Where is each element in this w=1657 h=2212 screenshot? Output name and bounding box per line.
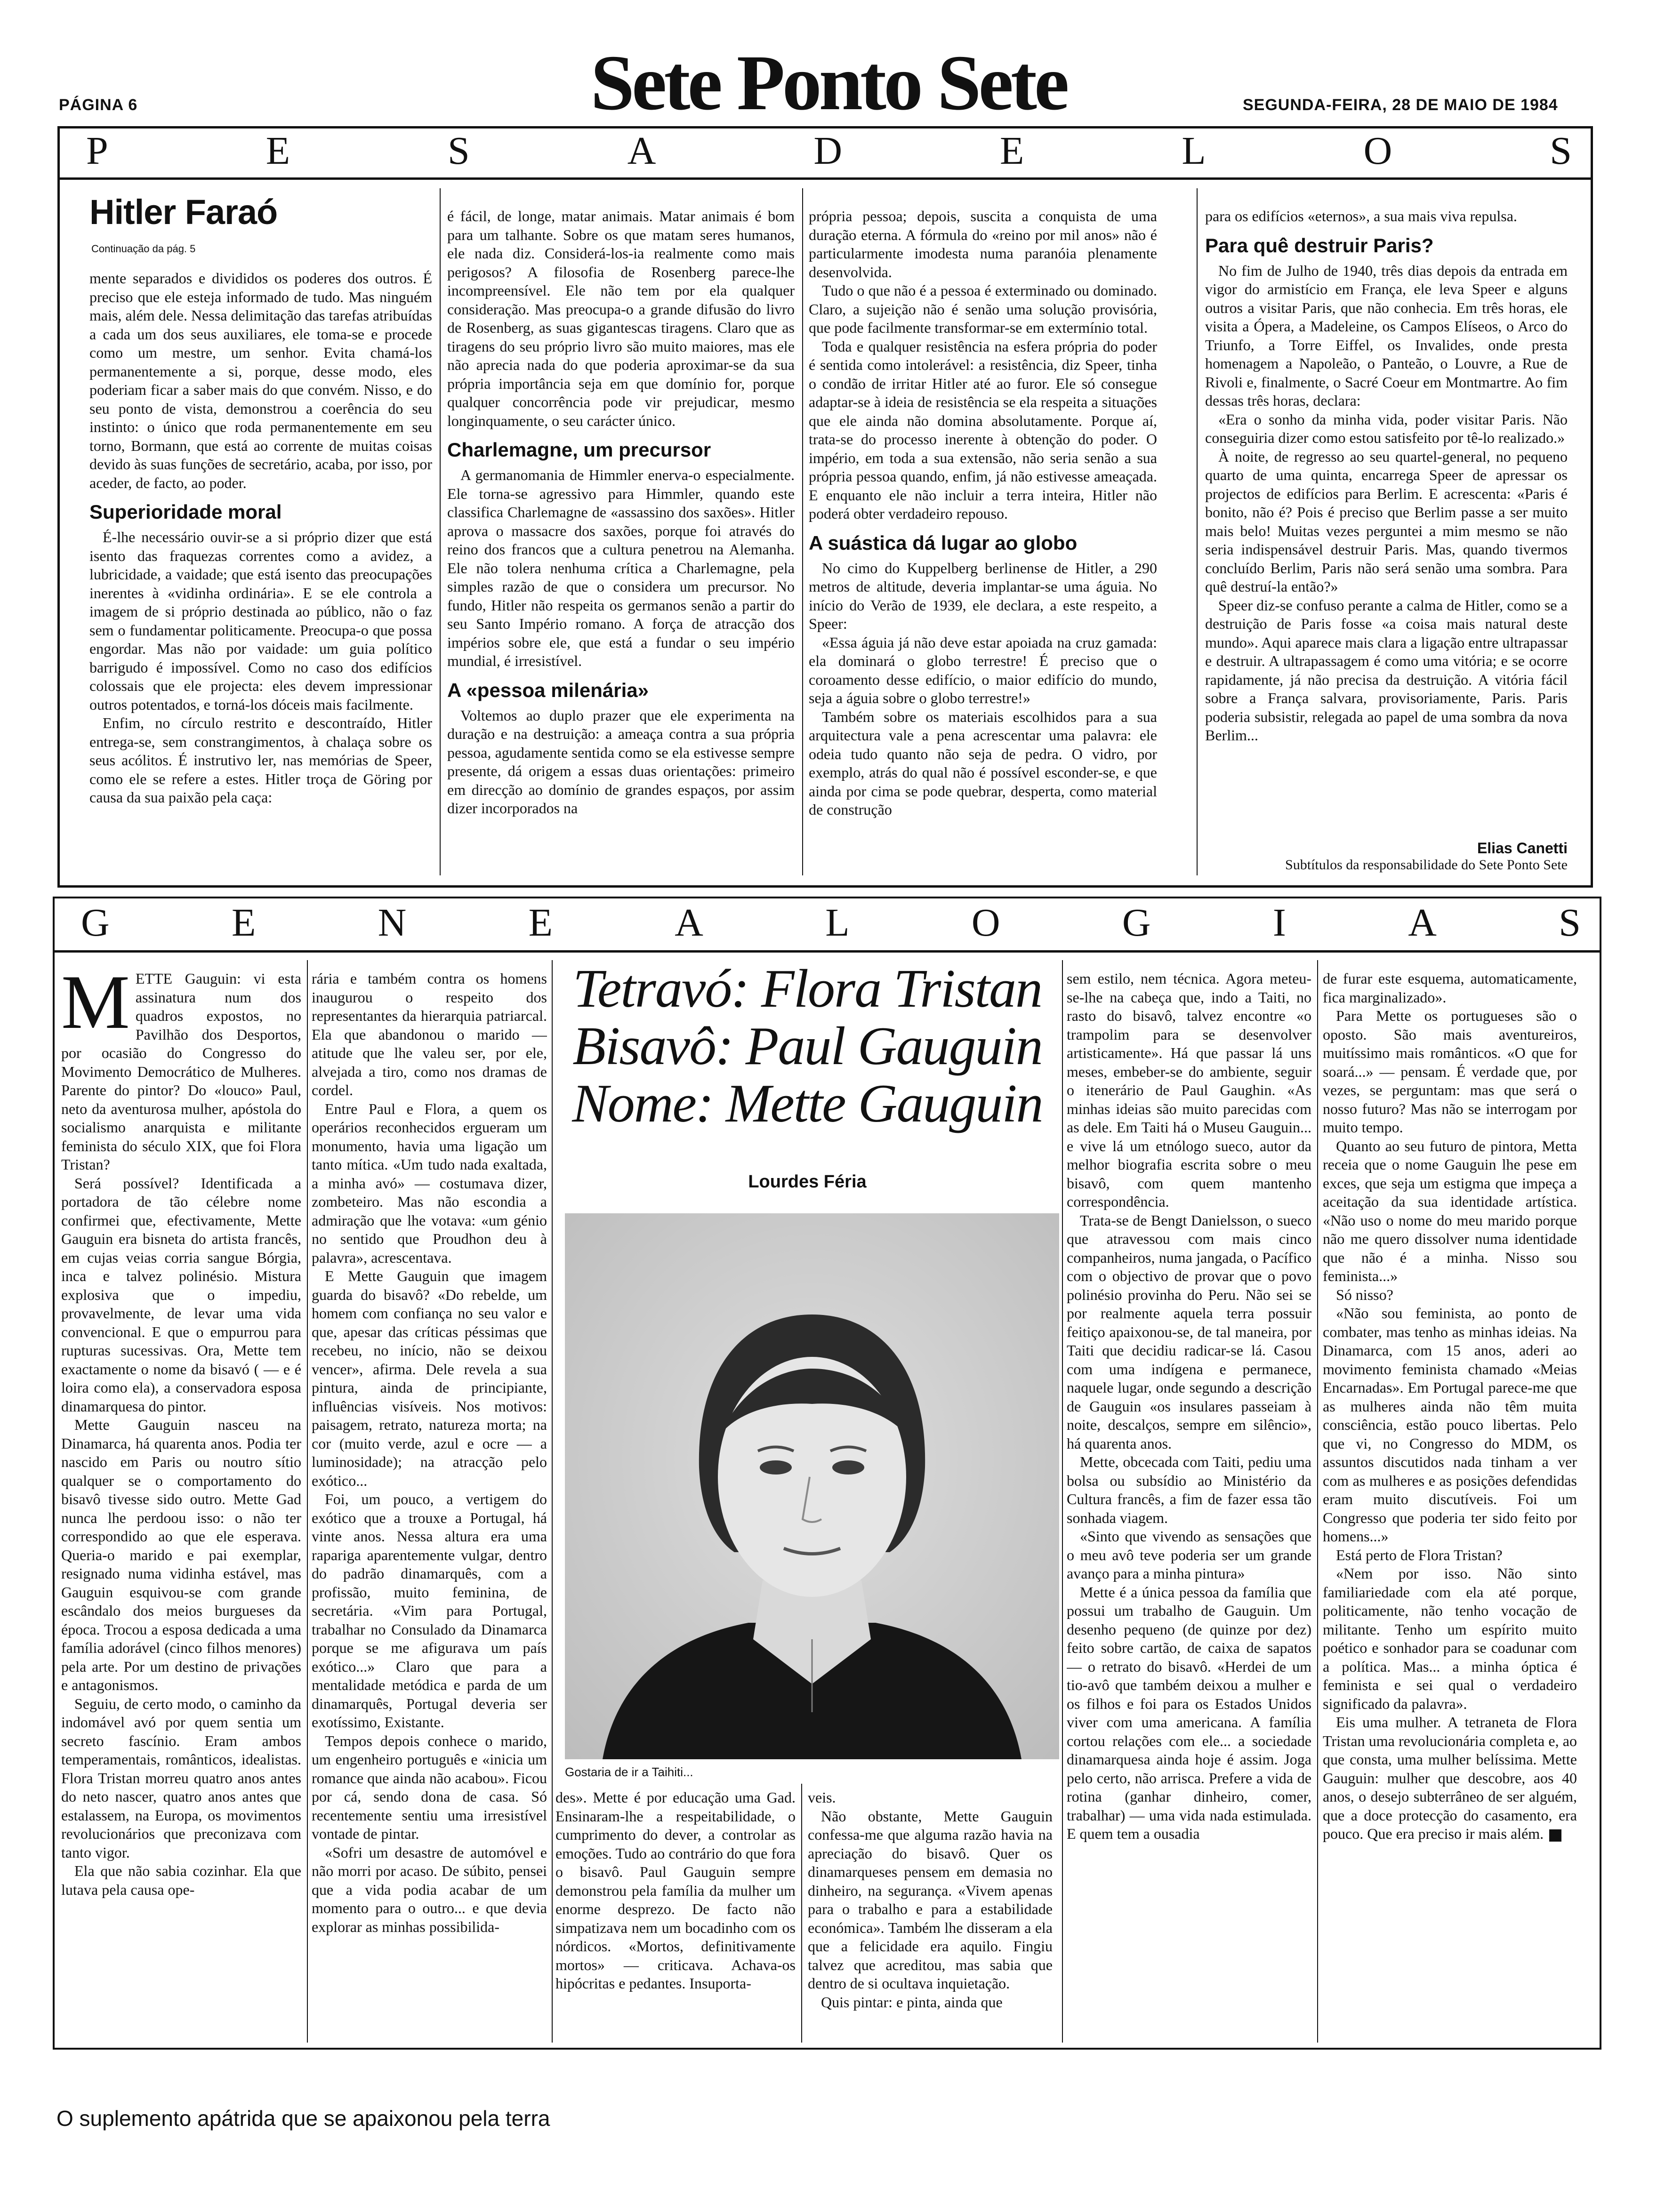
paragraph: Mette é a única pessoa da família que possui um trabalho de Gauguin. Um desenho pequeno (de quinze por dez) feito sobre cartão, de caixa de sapatos — o retrato do bisavô. «Herdei de um tio-avô que também deixou a mulher e os filhos e foi para os Estados Unidos viver com uma americana. A família cortou relações com ele... a sociedade dinamarquesa ainda hoje é assim. Joga pelo certo, não arrisca. Prefere a vida de rotina (ganhar dinheiro, comer, trabalhar) — uma vida nada estimulada. E quem tem a ousadia [1067,1583,1311,1842]
heading-letter: S [1559,901,1581,945]
heading-letter: O [971,901,1000,945]
paragraph-text: ETTE Gauguin: vi esta assinatura num dos quadros expostos, no Pavilhão dos Desportos, por ocasião do Congresso do Movimento Democrático de Mulheres. Parente do pintor? Do «louco» Paul, neto da aventurosa mulher, apóstola do socialismo anarquista e militante feminista do século XIX, que foi Flora Tristan? [61,970,301,1173]
paragraph: Quis pintar: e pinta, ainda que [821,1993,1003,2011]
heading-rule [60,177,1591,180]
paragraph [61,970,301,1174]
paragraph: No cimo do Kuppelberg berlinense de Hitler, a 290 metros de altitude, deveria implantar-se uma águia. No início do Verão de 1939, ele declara, a este respeito, a Speer: [809,559,1157,632]
paragraph: Seguiu, de certo modo, o caminho da indomável avó por quem sentia um secreto fascínio. Eram ambos temperamentais, românticos, idealistas. Flora Tristan morreu quatro anos antes do neto nascer, quatro anos antes que estalassem, na Europa, os movimentos revolucionários que preconizava com tanto vigor. [61,1695,301,1861]
subheading: A «pessoa milenária» [447,679,649,701]
paragraph-text: Eis uma mulher. A tetraneta de Flora Tristan uma revolucionária completa e, ao que consta, uma mulher belíssima. Mette Gauguin: mulher que descobre, aos 40 anos, o desejo subterrâneo de ser alguém, que a doce protecção do casamento, era pouco. Que era preciso ir mais além. [1323,1714,1577,1842]
drop-cap: M [61,970,130,1045]
column-rule [801,1784,802,2043]
feature-column-3 [1067,970,1311,2044]
paragraph: «Nem por isso. Não sinto familiariedade com ela até porque, politicamente, não tenho vocação de militante. Tenho um espírito muito poético e sonhador para se coadunar com a política. Mas... a minha óptica é feminista e sei qual o verdadeiro significado da palavra». [1323,1565,1577,1712]
paragraph: Mette, obcecada com Taiti, pediu uma bolsa ou subsídio ao Ministério da Cultura francês, a fim de fazer essa tão sonhada viagem. [1067,1453,1311,1526]
heading-letter: E [528,901,553,945]
article-column-1 [89,269,432,881]
paragraph [1323,1713,1577,1843]
paragraph: des». Mette é por educação uma Gad. Ensinaram-lhe a respeitabilidade, o cumprimento do dever, a controlar as emoções. Tudo ao contrário do que fora o bisavô. Paul Gauguin sempre demonstrou pela família da mulher um enorme desprezo. De facto não simpatizava nem um bocadinho com os nórdicos. «Mortos, definitivamente mortos» — criticava. Achava-os hipócritas e pedantes. Insuporta- [555,1789,796,1992]
paragraph: Tudo o que não é a pessoa é exterminado ou dominado. Claro, a sujeição não é senão uma solução provisória, que pode facilmente transformar-se em extermínio total. [809,282,1157,336]
paragraph: Ela que não sabia cozinhar. Ela que lutava pela causa ope- [61,1862,301,1898]
paragraph: «Era o sonho da minha vida, poder visitar Paris. Não conseguiria dizer como estou satisfeito por tê-lo realizado.» [1205,410,1568,446]
heading-rule [55,950,1600,953]
author-name: Elias Canetti [1477,840,1568,857]
article-title: Hitler Faraó [89,192,278,232]
paragraph: mente separados e divididos os poderes dos outros. É preciso que ele esteja informado de tudo. Mas ninguém mais, além dele. Nessa delimitação das tarefas atribuídas a cada um dos seus auxiliares, ele toma-se e procede como um mestre, um senhor. Evita chamá-los permanentemente a si, porque, desse modo, eles poderiam ficar a saber mais do que convém. Nisso, e do seu ponto de vista, demonstrou a coerência do seu instinto: o único que roda permanentemente em seu torno, Bormann, que está ao corrente de muitas coisas devido às suas funções de secretário, acaba, por isso, por aceder, de facto, ao poder. [89,270,432,491]
left-eye [760,1460,792,1475]
paragraph: «Sofri um desastre de automóvel e não morri por acaso. De súbito, pensei que a vida podia acabar de um momento para o outro... e que devia explorar as minhas possibilida- [312,1843,547,1935]
heading-letter: D [813,129,843,173]
paragraph: Mette Gauguin nasceu na Dinamarca, há quarenta anos. Podia ter nascido em Paris ou noutro sítio qualquer se o comportamento do bisavô tivesse sido outro. Mette Gad nunca lhe perdoou isso: o não ter correspondido ao que ele esperava. Queria-o marido e pai exemplar, resignado numa vidinha estável, mas Gauguin esquivou-se com grande escândalo dos meios burgueses da época. Trocou a esposa dedicada a uma família adorável (cinco filhos menores) pela arte. Por um destino de privações e antagonismos. [61,1416,301,1693]
article-column-2 [447,207,795,881]
feature-column-4 [1323,970,1577,2044]
headline-line: Bisavô: Paul Gauguin [572,1016,1042,1076]
section-heading-pesadelos [60,131,1591,171]
paragraph: Para Mette os portugueses são o oposto. São mais aventureiros, muitíssimo mais românticos. «O que for soará...» — pensam. É verdade que, por vezes, se perguntam: mas que será o nosso futuro? Mas não se interrogam por muito tempo. [1323,1007,1577,1136]
portrait-illustration [565,1213,1059,1759]
heading-letter: G [81,901,110,945]
feature-author: Lourdes Féria [748,1172,867,1192]
heading-letter: E [232,901,256,945]
issue-date: SEGUNDA-FEIRA, 28 DE MAIO DE 1984 [1243,96,1558,114]
feature-column-2c [808,1788,1053,2044]
paragraph: No fim de Julho de 1940, três dias depois da entrada em vigor do armistício em França, ele leva Speer e alguns outros a visitar Paris, que não conhecia. Em três horas, ele visita a Ópera, a Madeleine, os Campos Elíseos, o Arco do Triunfo, a Torre Eiffel, os Invalides, onde presta homenagem a Napoleão, o Panteão, o Louvre, a Rue de Rivoli e, finalmente, o Sacré Coeur em Montmartre. Ao fim dessas três horas, declara: [1205,262,1568,409]
heading-letter: E [1000,129,1024,173]
paragraph: Tempos depois conhece o marido, um engenheiro português e «inicia um romance que ainda não acabou». Ficou por cá, sendo dona de casa. Só recentemente sentiu uma irresistível vontade de pintar. [312,1732,547,1842]
column-rule [1197,188,1198,875]
heading-letter: S [448,129,470,173]
paragraph: Só nisso? [1336,1286,1393,1303]
paragraph: é fácil, de longe, matar animais. Matar animais é bom para um talhante. Sobre os que matam seres humanos, ele nada diz. Considerá-los-ia realmente como mais perigosos? A filosofia de Rosenberg parece-lhe incompreensível. Ele não tem por ela qualquer consideração. Mas preocupa-o a grande difusão do livro de Rosenberg, as suas gigantescas tiragens. Claro que as tiragens do seu próprio livro são muito maiores, mas ele não aprecia nada do que poderia aproximar-se da sua própria importância seja em que domínio for, porque qualquer concorrência pode vir prejudicar, mesmo longinquamente, o seu carácter único. [447,208,795,429]
heading-letter: I [1272,901,1286,945]
heading-letter: P [86,129,108,173]
paragraph: Será possível? Identificada a portadora de tão célebre nome confirmei que, efectivamente, Mette Gauguin era bisneta do artista francês, em cujas veias corria sangue Bórgia, inca e talvez polinésio. Mistura explosiva que o impediu, provavelmente, de levar uma vida convencional. E que o empurrou para rupturas sucessivas. Ora, Mette tem exactamente o nome da bisavó ( — e é loira como ela), a conservadora esposa dinamarquesa do pintor. [61,1174,301,1415]
feature-column-1 [61,970,301,2044]
subheading: A suástica dá lugar ao globo [809,531,1078,554]
article-signature [1205,840,1568,885]
subheading: Para quê destruir Paris? [1205,234,1434,256]
paragraph: Toda e qualquer resistência na esfera própria do poder é sentida como intolerável: a resistência, diz Speer, tinha o condão de irritar Hitler até ao furor. Ele só consegue adaptar-se à ideia de resistência se ela respeita a situações que ele ainda não domina absolutamente. Porque aí, trata-se do processo inerente à obtenção do poder. O império, em toda a sua extensão, não seria senão a sua própria pessoa quando, enfim, já não estivesse ameaçada. E enquanto ele não incluir a terra inteira, Hitler não poderá obter verdadeiro repouso. [809,337,1157,522]
column-rule [307,960,308,2043]
photo-caption: Gostaria de ir a Taihiti... [565,1765,693,1779]
paragraph: própria pessoa; depois, suscita a conquista de uma duração eterna. A fórmula do «reino por mil anos» não é particularmente imodesta numa paranóia plenamente desenvolvida. [809,208,1157,281]
heading-letter: L [1182,129,1206,173]
paragraph: para os edifícios «eternos», a sua mais viva repulsa. [1205,208,1517,224]
feature-headline [555,960,1059,1132]
column-rule [802,188,803,875]
paragraph: «Essa águia já não deve estar apoiada na cruz gamada: ela dominará o globo terrestre! É preciso que o coroamento desse edifício, o maior edifício do mundo, seja a águia sobre o globo terrestre!» [809,633,1157,706]
column-rule [552,960,553,2043]
section-heading-genealogias [55,903,1600,943]
paragraph: Não obstante, Mette Gauguin confessa-me que alguma razão havia na apreciação do bisavô. Quer os dinamarqueses pensem em demasia no dinheiro, na segurança. «Vivem apenas para o trabalho e para a estabilidade económica». Também lhe disseram a ela que a felicidade era aquilo. Fingiu talvez que acreditou, mas sabia que dentro de si ocultava inquietação. [808,1807,1053,1992]
subheading: Charlemagne, um precursor [447,439,711,461]
heading-letter: G [1122,901,1151,945]
heading-letter: L [825,901,850,945]
headline-line: Tetravó: Flora Tristan [573,959,1042,1019]
paragraph: rária e também contra os homens inaugurou o respeito dos representantes da hierarquia patriarcal. Ela que abandonou o marido — atitude que lhe valeu ser, por ele, alvejada a tiro, como nos dramas de cordel. [312,970,547,1098]
subtitle-credit: Subtítulos da responsabilidade do Sete Ponto Sete [1285,857,1568,873]
paragraph: «Não sou feminista, ao ponto de combater, mas tenho as minhas ideias. Na Dinamarca, com 15 anos, aderi ao movimento feminista chamado «Meias Encarnadas». Em Portugal parece-me que as mulheres ainda não têm muita consciência, estão pouco libertas. Pelo que vi, no Congresso do MDM, os assuntos discutidos nada tinham a ver com as mulheres e as posições defendidas eram muito discutíveis. Foi um Congresso que poderia ter sido feito por homens...» [1323,1305,1577,1545]
column-rule [1062,960,1063,2043]
right-eye [832,1460,864,1475]
paragraph: sem estilo, nem técnica. Agora meteu-se-lhe na cabeça que, indo a Taiti, no rasto do bisavô, talvez encontre «o trampolim para se desenvolver artisticamente». Há que passar lá uns meses, embeber-se do ambiente, seguir o itenerário de Paul Gaughin. «As minhas ideias são muito parecidas com as dele. Em Taiti há o Museu Gauguin... e vive lá um etnólogo sueco, autor da melhor biografia escrita sobre o meu bisavô, com quem mantenho correspondência. [1067,970,1311,1210]
paragraph: Também sobre os materiais escolhidos para a sua arquitectura vale a pena acrescentar uma palavra: ele odeia tudo quanto não seja de pedra. O vidro, por exemplo, atrás do qual não é possível esconder-se, e que ainda por cima se pode quebrar, desperta, como material de construção [809,708,1157,818]
newspaper-title: Sete Ponto Sete [590,39,1067,127]
heading-letter: S [1550,129,1572,173]
paragraph: Voltemos ao duplo prazer que ele experimenta na duração e na destruição: a ameaça contra a sua própria pessoa, agudamente sentida como se ela estivesse sempre presente, dá origem a essas duas orientações: primeiro em direcção ao domínio de grandes espaços, por assim dizer incorporados na [447,706,795,817]
feature-column-2 [312,970,547,2044]
heading-letter: A [1408,901,1437,945]
end-mark [1549,1829,1561,1842]
paragraph: Quanto ao seu futuro de pintora, Metta receia que o nome Gauguin lhe pese em exces, que seja um estigma que impeça a aceitação da sua identidade artística. «Não uso o nome do meu marido porque não me quero dissolver numa identidade que não é a minha. Nisso sou feminista...» [1323,1137,1577,1284]
continuation-note: Continuação da pág. 5 [91,243,196,255]
heading-letter: E [265,129,290,173]
paragraph: É-lhe necessário ouvir-se a si próprio dizer que está isento das fraquezas correntes como a avidez, a lubricidade, a vaidade; que está isento das preocupações inerentes à «vidinha ordinária». E se ele controla a imagem de si próprio destinada ao público, não o faz sem o fundamentar politicamente. Preocupa-o que possa engordar. Mas não por vaidade: um guia político barrigudo é impossível. Como no caso dos edifícios colossais que ele projecta: eles devem impressionar outros potentados, e torná-los dóceis mais facilmente. [89,529,432,713]
column-rule [1317,960,1318,2043]
paragraph: Entre Paul e Flora, a quem os operários reconhecidos ergueram um monumento, havia uma ligação um tanto mítica. «Um tudo nada exaltada, a minha avó» — costumava dizer, zombeteiro. Mas não escondia a admiração que lhe votava: «um génio no sentido que Proudhon deu à palavra», acrescentava. [312,1100,547,1266]
paragraph: Está perto de Flora Tristan? [1336,1546,1503,1563]
article-column-4 [1205,207,1568,833]
page-number: PÁGINA 6 [59,96,138,114]
paragraph: Trata-se de Bengt Danielsson, o sueco que atravessou com mais cinco companheiros, numa jangada, o Pacífico com o objectivo de provar que o povo polinésio provinha do Peru. Não sei se por realmente aquela terra possuir feitiço apaixonou-se, de tal maneira, por Taiti que decidiu radicar-se lá. Casou com uma indígena e permanece, naquele lugar, onde segundo a descrição de Gauguin «os insulares passeiam à noite, descalços, sempre em silêncio», há quarenta anos. [1067,1211,1311,1452]
paragraph: «Sinto que vivendo as sensações que o meu avô teve poderia ser um grande avanço para a minha pintura» [1067,1528,1311,1582]
paragraph: Speer diz-se confuso perante a calma de Hitler, como se a destruição de Paris fosse «a coisa mais natural deste mundo». Aqui aparece mais clara a ligação entre ultrapassar e destruir. A ultrapassagem é como uma vitória; e se ocorre rapidamente, já não precisa da destruição. A vitória fácil sobre a França salvara, provisoriamente, Paris. Paris poderia subsistir, relegada ao papel de uma sombra da nova Berlim... [1205,596,1568,744]
paragraph: de furar este esquema, automaticamente, fica marginalizado». [1323,970,1577,1006]
subheading: Superioridade moral [89,501,282,523]
paragraph: Enfim, no círculo restrito e descontraído, Hitler entrega-se, sem constrangimentos, à chalaça sobre os seus acólitos. É instrutivo ler, nas memórias de Speer, como ele se refere a estes. Hitler troça de Göring por causa da sua paixão pela caça: [89,714,432,806]
heading-letter: N [378,901,407,945]
heading-letter: O [1363,129,1392,173]
footer-tagline: O suplemento apátrida que se apaixonou pela terra [56,2106,550,2131]
paragraph: veis. [808,1789,836,1806]
heading-letter: A [627,129,656,173]
headline-line: Nome: Mette Gauguin [572,1074,1043,1134]
feature-column-2b [555,1788,796,2044]
heading-letter: A [675,901,703,945]
column-rule [440,188,441,875]
paragraph: À noite, de regresso ao seu quartel-general, no pequeno quarto de uma quinta, encarrega Speer de apressar os projectos de edifícios para Berlim. E acrescenta: «Paris é bonito, não é? Pois é preciso que Berlim passe a ser muito mais belo! Muitas vezes perguntei a mim mesmo se não seria indispensável destruir Paris. Mas, quando tivermos concluído Berlim, Paris não será senão uma sombra. Para quê destruí-la então?» [1205,448,1568,595]
article-column-3 [809,207,1157,881]
paragraph: Foi, um pouco, a vertigem do exótico que a trouxe a Portugal, há vinte anos. Nessa altura era uma rapariga aparentemente vulgar, dentro do padrão dinamarquês, com a profissão, muito feminina, de secretária. «Vim para Portugal, trabalhar no Consulado da Dinamarca porque se me afigurava um país exótico...» Claro que para a mentalidade metódica e parda de um dinamarquês, Portugal deveria ser exotíssimo, Existante. [312,1491,547,1731]
paragraph: E Mette Gauguin que imagem guarda do bisavô? «Do rebelde, um homem com confiança no seu valor e que, apesar das críticas péssimas que recebeu, no início, não se deixou vencer», afirma. Dele revela a sua pintura, ainda de principiante, influências visíveis. Nos motivos: paisagem, retrato, natureza morta; na cor (muito verde, azul e ocre — a luminosidade); na atracção pelo exótico... [312,1267,547,1489]
paragraph: A germanomania de Himmler enerva-o especialmente. Ele torna-se agressivo para Himmler, quando este classifica Charlemagne de «assassino dos saxões». Hitler aprova o massacre dos saxões, porque foi através do reino dos francos que a cultura penetrou na Alemanha. Ele não tolera nenhuma crítica a Charlemagne, pela simples razão de que o considera um precursor. No fundo, Hitler não respeita os germanos senão a partir do seu Santo Império romano. A força de atracção dos impérios sobre ele, que está a fundar o seu império mundial, é irresistível. [447,466,795,669]
portrait-photo [565,1213,1059,1759]
